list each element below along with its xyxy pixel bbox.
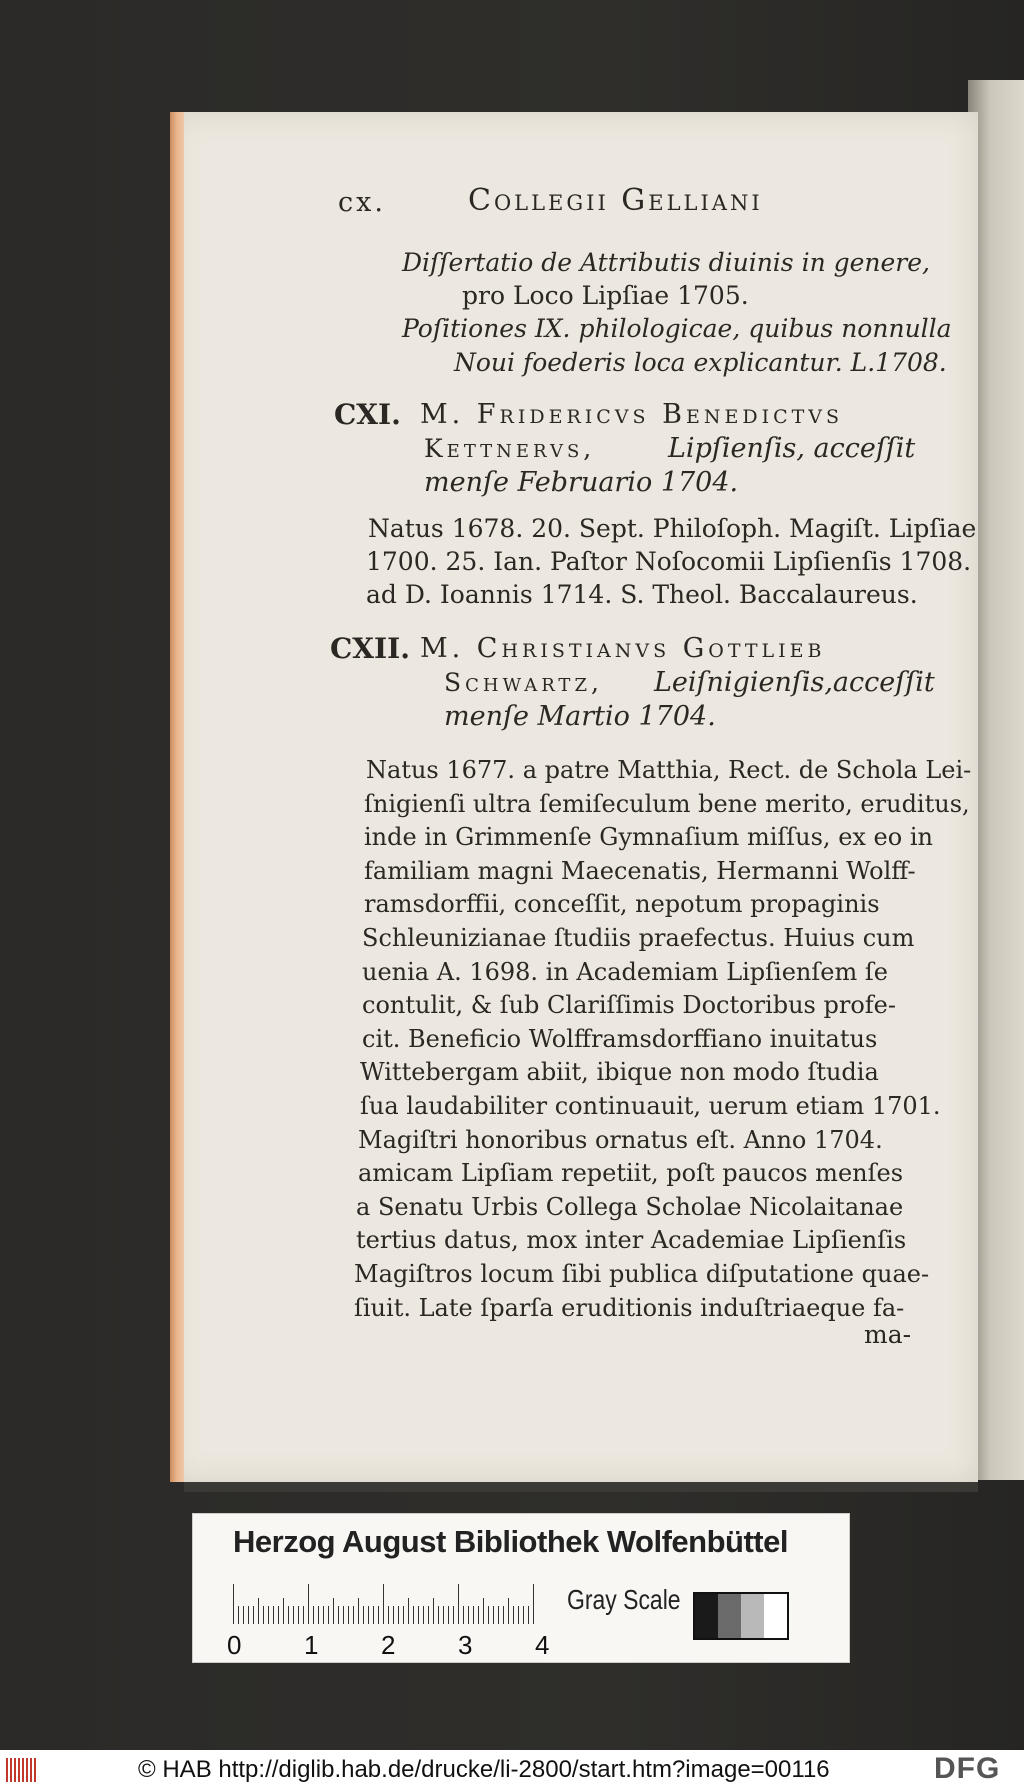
ruler-tick xyxy=(493,1606,494,1624)
ruler-tick xyxy=(383,1584,384,1624)
ruler-tick xyxy=(363,1606,364,1624)
entry-cxi-body-2: 1700. 25. Ian. Paſtor Noſocomii Lipſienſis 1708. xyxy=(366,547,972,576)
running-head-title: Collegii Gelliani xyxy=(468,183,763,218)
ruler-tick xyxy=(473,1606,474,1624)
entry-cxii-body-line: Magiſtros locum ſibi publica diſputatione quae- xyxy=(354,1260,930,1288)
ruler-number: 1 xyxy=(304,1630,319,1660)
card-title: Herzog August Bibliothek Wolfenbüttel xyxy=(233,1524,788,1559)
page-shadow xyxy=(184,1482,978,1492)
entry-cxii-body-line: contulit, & ſub Clariſſimis Doctoribus profe- xyxy=(362,991,896,1020)
entry-cxii-head-1: M. Christianvs Gottlieb xyxy=(420,633,826,664)
entry-cxii-number: CXII. xyxy=(330,632,410,665)
ruler-tick xyxy=(413,1606,414,1624)
ruler-tick xyxy=(248,1606,249,1624)
ruler-tick xyxy=(353,1606,354,1624)
ruler-tick xyxy=(373,1606,374,1624)
ruler-tick xyxy=(458,1584,459,1624)
entry-cxii-body-line: ſua laudabiliter continuauit, uerum etiam 1701. xyxy=(360,1092,941,1120)
ruler-number: 0 xyxy=(227,1630,242,1660)
entry-cxii-body-line: ſiuit. Late ſparſa eruditionis induſtriaeque fa- xyxy=(354,1293,905,1322)
ruler-tick xyxy=(348,1606,349,1624)
footer-bar xyxy=(0,1750,1024,1789)
entry-cxii-body-line: Natus 1677. a patre Matthia, Rect. de Schola Lei- xyxy=(366,756,972,784)
entry-cxii-body-line: ramsdorffii, conceſſit, nepotum propaginis xyxy=(364,890,880,919)
ruler-tick xyxy=(313,1606,314,1624)
barcode-stripe xyxy=(34,1758,36,1782)
barcode-icon xyxy=(6,1758,40,1782)
ruler-tick xyxy=(498,1606,499,1624)
entry-cxi-body-3: ad D. Ioannis 1714. S. Theol. Baccalaureus. xyxy=(366,580,918,609)
ruler-tick xyxy=(393,1606,394,1624)
ruler-tick xyxy=(238,1606,239,1624)
color-card xyxy=(192,1513,850,1663)
ruler-scale xyxy=(233,1584,543,1624)
entry-cxi-head-3: menſe Februario 1704. xyxy=(424,467,739,498)
entry-cxii-body-line: tertius datus, mox inter Academiae Lipſienſis xyxy=(356,1226,907,1255)
barcode-stripe xyxy=(22,1758,24,1782)
entry-cxii-body-line: inde in Grimmenſe Gymnaſium miſſus, ex eo in xyxy=(364,823,933,852)
barcode-stripe xyxy=(14,1758,16,1782)
ruler-tick xyxy=(323,1606,324,1624)
ruler-tick xyxy=(378,1606,379,1624)
entry-cxii-body-line: uenia A. 1698. in Academiam Lipſienſem ſe xyxy=(362,957,888,986)
ruler-tick xyxy=(258,1598,259,1624)
entry-cxii-body-line: Wittebergam abiit, ibique non modo ſtudia xyxy=(360,1058,879,1087)
ruler-tick xyxy=(388,1606,389,1624)
copyright-link[interactable]: © HAB http://diglib.hab.de/drucke/li-2800/start.htm?image=00116 xyxy=(138,1756,830,1783)
text-line-2: pro Loco Lipſiae 1705. xyxy=(462,281,749,310)
barcode-stripe xyxy=(6,1758,8,1782)
ruler-tick xyxy=(278,1606,279,1624)
entry-cxi-head-1: M. Fridericvs Benedictvs xyxy=(420,399,844,430)
barcode-stripe xyxy=(18,1758,20,1782)
entry-cxii-head-2-name: Schwartz, xyxy=(444,668,603,697)
running-head-folio: cx. xyxy=(338,187,386,218)
gray-scale-label: Gray Scale xyxy=(567,1584,681,1615)
ruler-tick xyxy=(298,1606,299,1624)
gray-patch xyxy=(718,1594,741,1638)
ruler-tick xyxy=(308,1584,309,1624)
ruler-tick xyxy=(528,1606,529,1624)
gray-patch xyxy=(764,1594,787,1638)
ruler-tick xyxy=(338,1606,339,1624)
ruler-tick xyxy=(428,1606,429,1624)
ruler-tick xyxy=(433,1598,434,1624)
ruler-tick xyxy=(443,1606,444,1624)
ruler-tick xyxy=(273,1606,274,1624)
entry-cxi-head-2-name: Kettnervs, xyxy=(424,434,596,463)
ruler-tick xyxy=(448,1606,449,1624)
ruler-tick xyxy=(243,1606,244,1624)
entry-cxii-body-line: a Senatu Urbis Collega Scholae Nicolaitanae xyxy=(356,1192,904,1221)
ruler-tick xyxy=(253,1606,254,1624)
gray-patch xyxy=(741,1594,764,1638)
ruler-tick xyxy=(508,1598,509,1624)
ruler-tick xyxy=(283,1598,284,1624)
ruler-tick xyxy=(468,1606,469,1624)
ruler-tick xyxy=(483,1598,484,1624)
entry-cxii-body-line: Magiſtri honoribus ornatus eſt. Anno 1704. xyxy=(358,1125,883,1154)
ruler-number: 2 xyxy=(381,1630,396,1660)
text-line-1: Diſſertatio de Attributis diuinis in genere, xyxy=(402,248,931,277)
page-edge xyxy=(170,112,184,1482)
ruler-tick xyxy=(293,1606,294,1624)
ruler-tick xyxy=(478,1606,479,1624)
ruler-tick xyxy=(503,1606,504,1624)
entry-cxi-number: CXI. xyxy=(334,398,401,431)
entry-cxii-head-3: menſe Martio 1704. xyxy=(444,701,716,732)
barcode-stripe xyxy=(26,1758,28,1782)
barcode-stripe xyxy=(30,1758,32,1782)
dfg-logo: DFG xyxy=(934,1752,1001,1785)
ruler-tick xyxy=(358,1598,359,1624)
ruler-tick xyxy=(408,1598,409,1624)
gray-patch xyxy=(695,1594,718,1638)
ruler-number: 4 xyxy=(535,1630,550,1660)
entry-cxii-head-2-rest: Leiſnigienſis,acceſſit xyxy=(654,667,935,698)
ruler-number: 3 xyxy=(458,1630,473,1660)
ruler-tick xyxy=(288,1606,289,1624)
barcode-stripe xyxy=(10,1758,12,1782)
ruler-tick xyxy=(303,1606,304,1624)
ruler-tick xyxy=(418,1606,419,1624)
entry-cxii-body-line: ſnigienſi ultra ſemiſeculum bene merito, eruditus, xyxy=(364,789,970,818)
ruler-tick xyxy=(438,1606,439,1624)
gray-scale-patches xyxy=(693,1592,789,1640)
ruler-tick xyxy=(263,1606,264,1624)
entry-cxii-body-line: familiam magni Maecenatis, Hermanni Wolff- xyxy=(364,856,916,885)
entry-cxi-head-2-rest: Lipſienſis, acceſſit xyxy=(668,433,916,464)
ruler-tick xyxy=(533,1584,534,1624)
ruler-tick xyxy=(488,1606,489,1624)
ruler-tick xyxy=(518,1606,519,1624)
ruler-tick xyxy=(403,1606,404,1624)
ruler-tick xyxy=(333,1598,334,1624)
text-line-4: Noui foederis loca explicantur. L.1708. xyxy=(454,348,947,377)
ruler-tick xyxy=(328,1606,329,1624)
ruler-tick xyxy=(513,1606,514,1624)
ruler-tick xyxy=(268,1606,269,1624)
ruler-tick xyxy=(318,1606,319,1624)
text-line-3: Poſitiones IX. philologicae, quibus nonnulla xyxy=(402,314,952,343)
ruler-tick xyxy=(233,1584,234,1624)
ruler-tick xyxy=(453,1606,454,1624)
ruler-tick xyxy=(423,1606,424,1624)
catchword: ma- xyxy=(864,1320,912,1349)
entry-cxi-body-1: Natus 1678. 20. Sept. Philoſoph. Magiſt. Lipſiae xyxy=(368,514,977,543)
entry-cxii-body-line: cit. Beneficio Wolfframsdorffiano inuitatus xyxy=(362,1024,878,1053)
ruler-tick xyxy=(368,1606,369,1624)
entry-cxii-body-line: amicam Lipſiam repetiit, poſt paucos menſes xyxy=(358,1159,904,1188)
ruler-tick xyxy=(463,1606,464,1624)
entry-cxii-body-line: Schleunizianae ſtudiis praefectus. Huius cum xyxy=(362,924,915,952)
ruler-tick xyxy=(398,1606,399,1624)
ruler-tick xyxy=(523,1606,524,1624)
ruler-tick xyxy=(343,1606,344,1624)
